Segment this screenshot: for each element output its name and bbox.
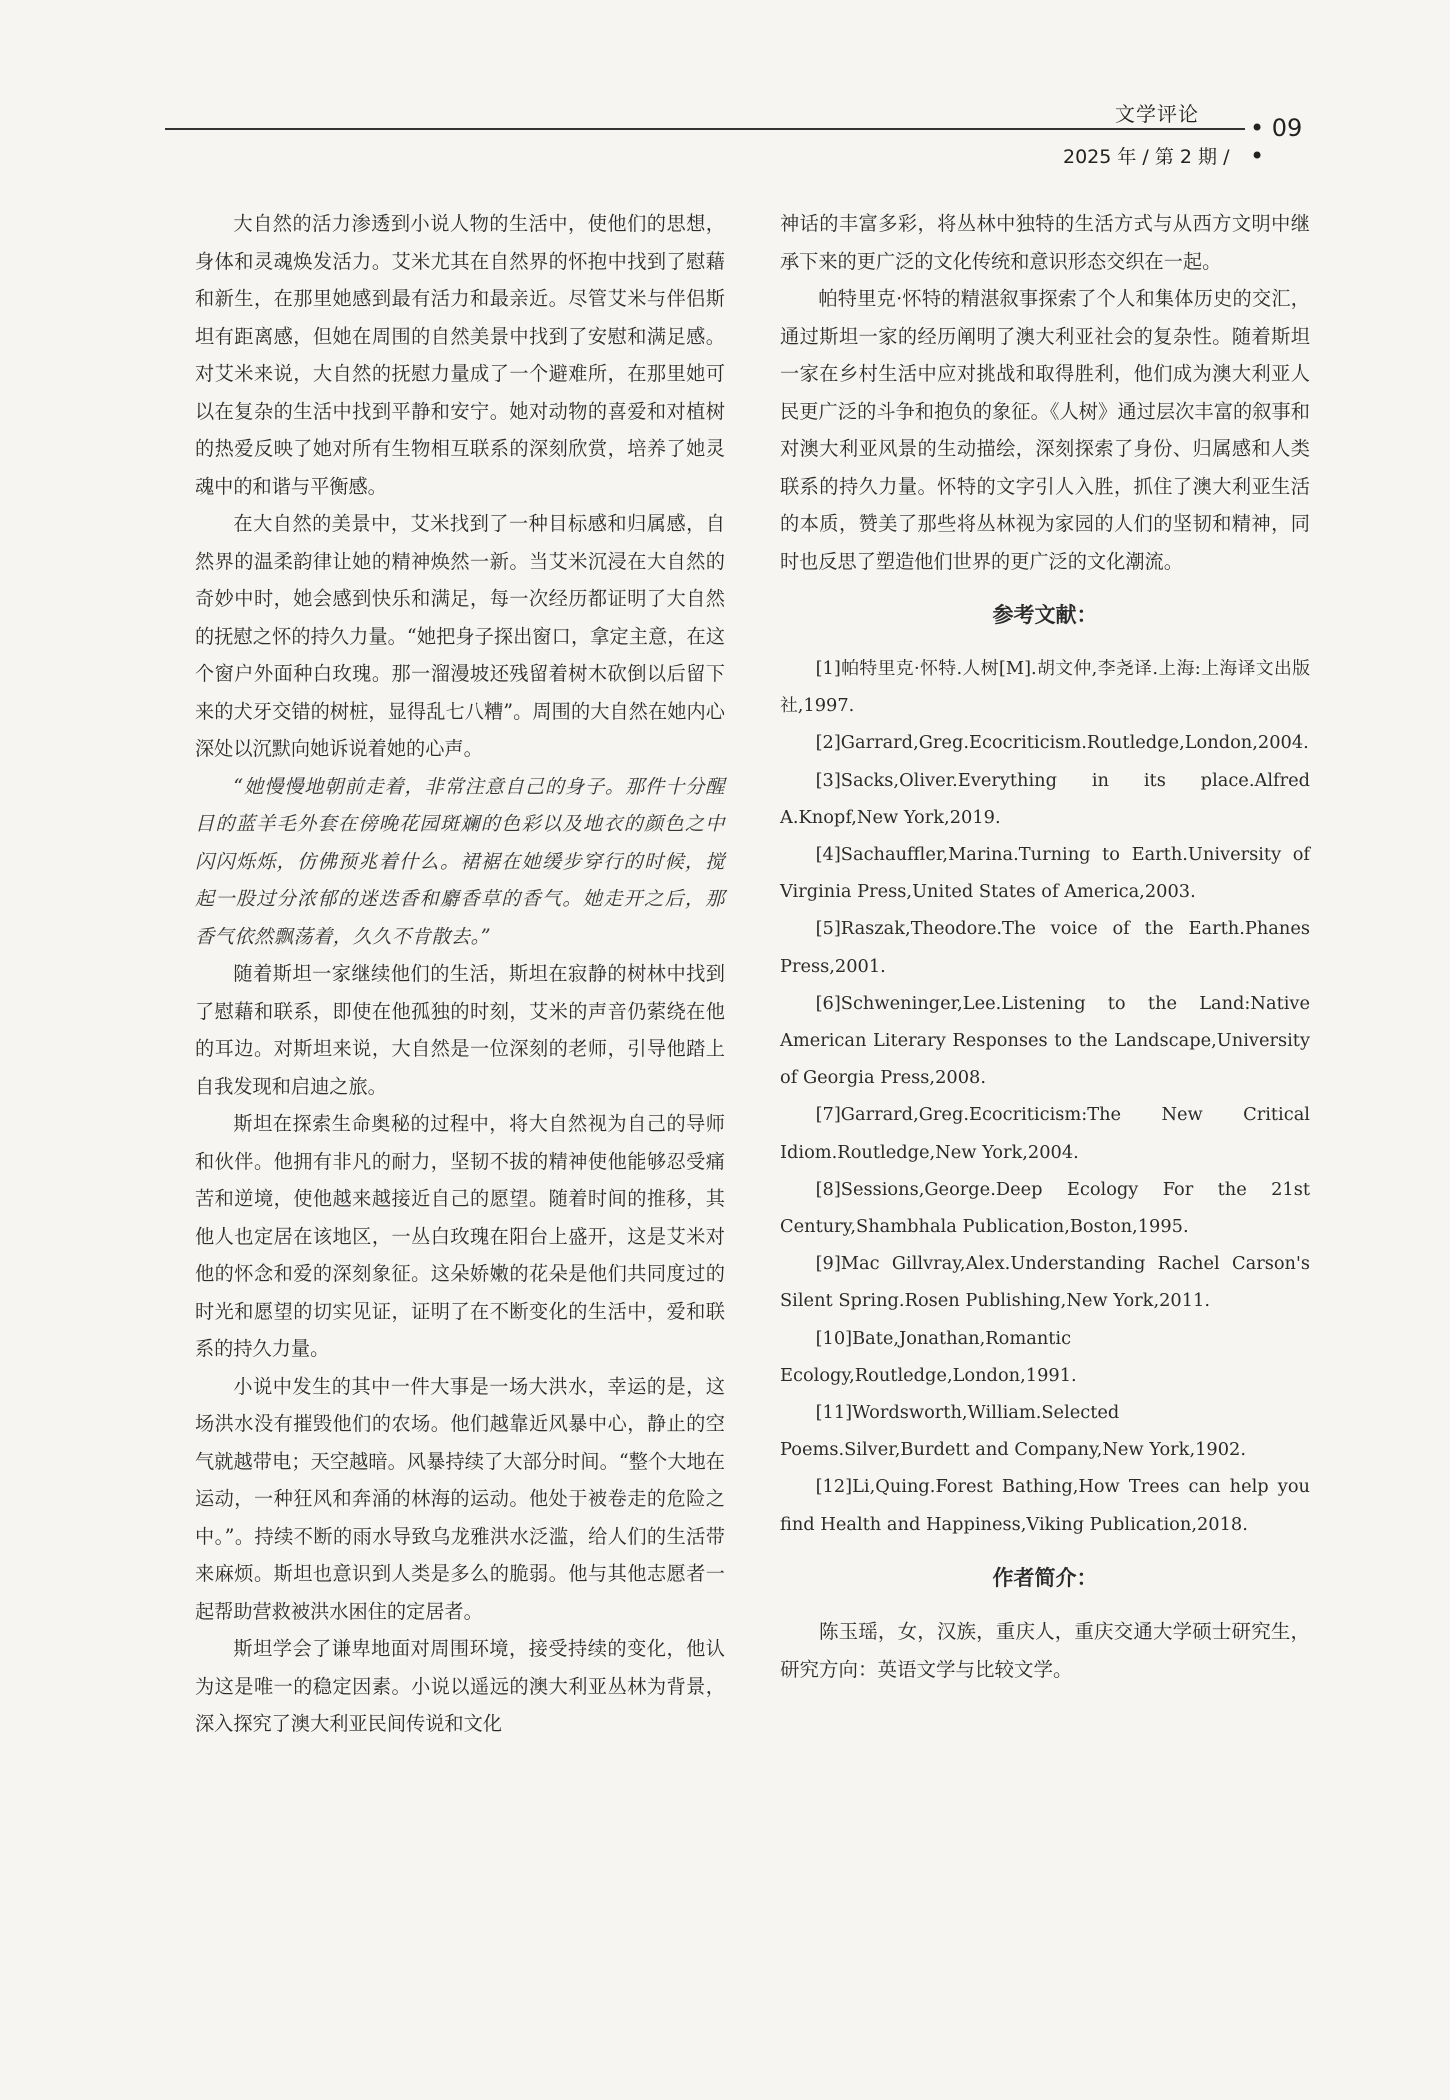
right-column	[780, 205, 1310, 1689]
body-paragraph: 在大自然的美景中，艾米找到了一种目标感和归属感，自然界的温柔韵律让她的精神焕然一新。当艾米沉浸在大自然的奇妙中时，她会感到快乐和满足，每一次经历都证明了大自然的抚慰之怀的持久力量。“她把身子探出窗口，拿定主意，在这个窗户外面种白玫瑰。那一溜漫坡还残留着树木砍倒以后留下来的犬牙交错的树桩，显得乱七八糟”。周围的大自然在她内心深处以沉默向她诉说着她的心声。	[195, 512, 725, 760]
author-bio-title: 作者简介：	[992, 1565, 1098, 1590]
body-paragraph: 随着斯坦一家继续他们的生活，斯坦在寂静的树林中找到了慰藉和联系，即使在他孤独的时刻，艾米的声音仍萦绕在他的耳边。对斯坦来说，大自然是一位深刻的老师，引导他踏上自我发现和启迪之旅。	[195, 962, 725, 1098]
body-paragraph: 斯坦在探索生命奥秘的过程中，将大自然视为自己的导师和伙伴。他拥有非凡的耐力，坚韧不拔的精神使他能够忍受痛苦和逆境，使他越来越接近自己的愿望。随着时间的推移，其他人也定居在该地区，一丛白玫瑰在阳台上盛开，这是艾米对他的怀念和爱的深刻象征。这朵娇嫩的花朵是他们共同度过的时光和愿望的切实见证，证明了在不断变化的生活中，爱和联系的持久力量。	[195, 1112, 725, 1360]
header-rule	[165, 128, 1245, 130]
reference-item: [5]Raszak,Theodore.The voice of the Earth.Phanes Press,2001.	[780, 918, 1310, 977]
reference-item: [10]Bate,Jonathan,Romantic Ecology,Routledge,London,1991.	[780, 1327, 1077, 1386]
reference-item: [2]Garrard,Greg.Ecocriticism.Routledge,London,2004.	[815, 732, 1309, 754]
author-bio-text: 陈玉瑶，女，汉族，重庆人，重庆交通大学硕士研究生，研究方向：英语文学与比较文学。	[780, 1619, 1310, 1681]
body-paragraph: 小说中发生的其中一件大事是一场大洪水，幸运的是，这场洪水没有摧毁他们的农场。他们越靠近风暴中心，静止的空气就越带电；天空越暗。风暴持续了大部分时间。“整个大地在运动，一种狂风和奔涌的林海的运动。他处于被卷走的危险之中。”。持续不断的雨水导致乌龙雅洪水泛滥，给人们的生活带来麻烦。斯坦也意识到人类是多么的脆弱。他与其他志愿者一起帮助营救被洪水困住的定居者。	[195, 1374, 725, 1623]
reference-item: [6]Schweninger,Lee.Listening to the Land:Native American Literary Responses to the Landscape,University of Georgia Press,2008.	[780, 992, 1310, 1089]
reference-item: [9]Mac Gillvray,Alex.Understanding Rachel Carson's Silent Spring.Rosen Publishing,New York,2011.	[780, 1253, 1310, 1312]
block-quote: “她慢慢地朝前走着，非常注意自己的身子。那件十分醒目的蓝羊毛外套在傍晚花园斑斓的色彩以及地衣的颜色之中闪闪烁烁，仿佛预兆着什么。裙裾在她缓步穿行的时候，搅起一股过分浓郁的迷迭香和麝香草的香气。她走开之后，那香气依然飘荡着，久久不肯散去。”	[195, 774, 725, 948]
journal-title: 文学评论	[1115, 102, 1199, 126]
page-header	[0, 0, 1450, 170]
reference-item: [11]Wordsworth,William.Selected Poems.Silver,Burdett and Company,New York,1902.	[780, 1402, 1247, 1461]
references-list	[780, 650, 1310, 1543]
reference-item: [8]Sessions,George.Deep Ecology For the 21st Century,Shambhala Publication,Boston,1995.	[780, 1178, 1310, 1238]
body-paragraph: 神话的丰富多彩，将丛林中独特的生活方式与从西方文明中继承下来的更广泛的文化传统和意识形态交织在一起。	[780, 212, 1310, 273]
body-paragraph: 帕特里克·怀特的精湛叙事探索了个人和集体历史的交汇，通过斯坦一家的经历阐明了澳大利亚社会的复杂性。随着斯坦一家在乡村生活中应对挑战和取得胜利，他们成为澳大利亚人民更广泛的斗争和抱负的象征。《人树》通过层次丰富的叙事和对澳大利亚风景的生动描绘，深刻探索了身份、归属感和人类联系的持久力量。怀特的文字引人入胜，抓住了澳大利亚生活的本质，赞美了那些将丛林视为家园的人们的坚韧和精神，同时也反思了塑造他们世界的更广泛的文化潮流。	[780, 287, 1310, 573]
body-paragraph: 斯坦学会了谦卑地面对周围环境，接受持续的变化，他认为这是唯一的稳定因素。小说以遥远的澳大利亚丛林为背景，深入探究了澳大利亚民间传说和文化	[195, 1637, 725, 1735]
reference-item: [7]Garrard,Greg.Ecocriticism:The New Critical Idiom.Routledge,New York,2004.	[780, 1104, 1310, 1163]
right-column-body	[780, 205, 1310, 580]
references-title: 参考文献：	[992, 603, 1098, 627]
body-paragraph: 大自然的活力渗透到小说人物的生活中，使他们的思想，身体和灵魂焕发活力。艾米尤其在自然界的怀抱中找到了慰藉和新生，在那里她感到最有活力和最亲近。尽管艾米与伴侣斯坦有距离感，但她在周围的自然美景中找到了安慰和满足感。对艾米来说，大自然的抚慰力量成了一个避难所，在那里她可以在复杂的生活中找到平静和安宁。她对动物的喜爱和对植树的热爱反映了她对所有生物相互联系的深刻欣赏，培养了她灵魂中的和谐与平衡感。	[195, 212, 725, 498]
reference-item: [4]Sachauffler,Marina.Turning to Earth.University of Virginia Press,United States of America,2003.	[780, 844, 1310, 903]
reference-item: [1]帕特里克·怀特.人树[M].胡文仲,李尧译.上海:上海译文出版社,1997.	[780, 658, 1310, 717]
reference-item: [3]Sacks,Oliver.Everything in its place.Alfred A.Knopf,New York,2019.	[780, 769, 1310, 828]
reference-item: [12]Li,Quing.Forest Bathing,How Trees can help you find Health and Happiness,Viking Publication,2018.	[780, 1476, 1310, 1535]
left-column	[195, 205, 725, 1743]
page-number: • 09 •	[1250, 114, 1303, 170]
issue-label: 2025 年 / 第 2 期 /	[1063, 146, 1230, 168]
